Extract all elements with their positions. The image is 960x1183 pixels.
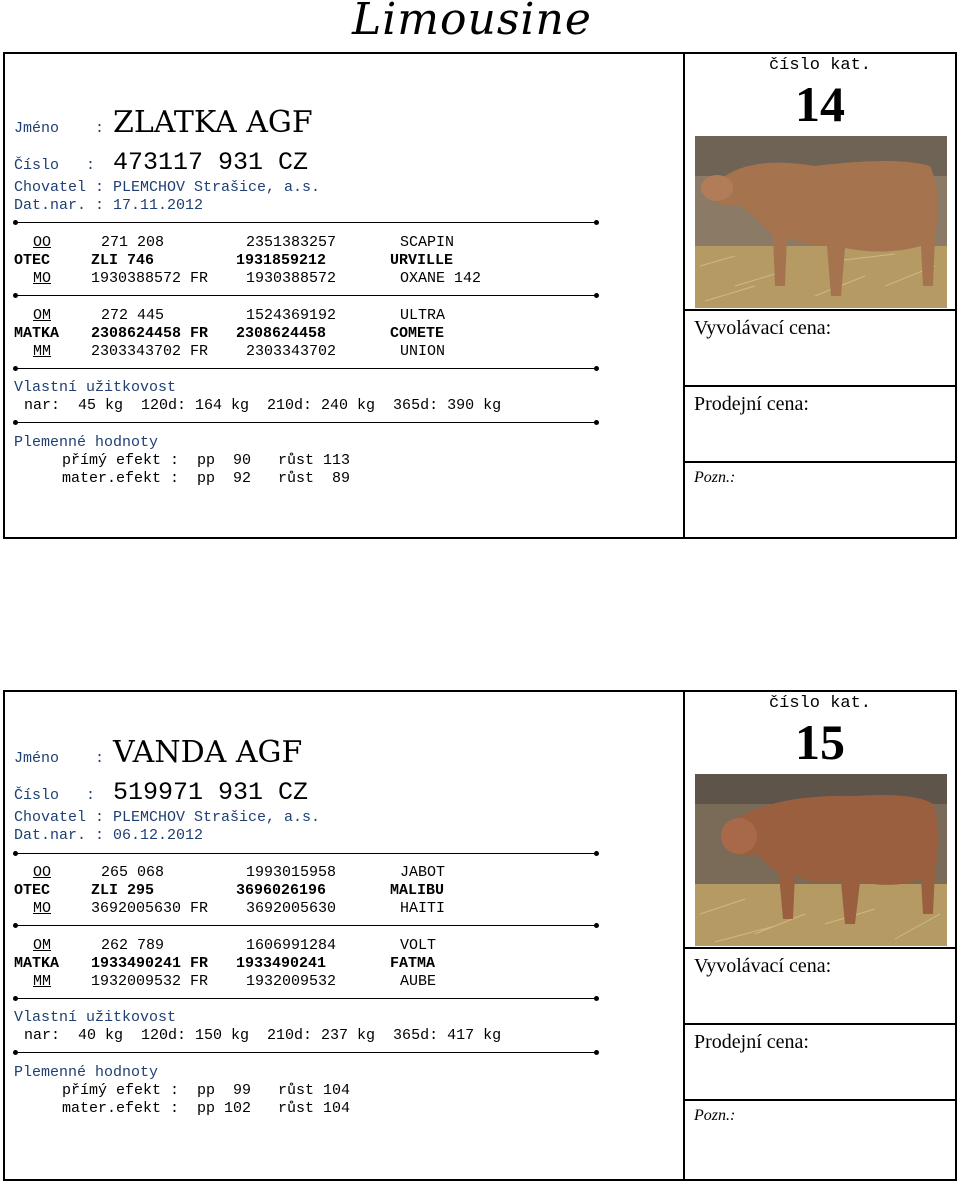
pedigree-mo-label: MO (33, 900, 52, 917)
pedigree-mm-label: MM (33, 343, 52, 360)
page-title: Limousine (352, 0, 592, 45)
separator (15, 1052, 597, 1053)
selling-price-label: Prodejní cena: (694, 1031, 809, 1053)
pedigree-oo-id: 265 068 (101, 864, 165, 881)
animal-number: 519971 931 CZ (113, 778, 309, 807)
starting-price-label: Vyvolávací cena: (694, 955, 832, 977)
pedigree-mo-name: HAITI (400, 900, 446, 917)
catalog-panel (685, 54, 955, 537)
pedigree-matka-id: 1933490241 FR (91, 955, 209, 972)
direct-effect: přímý efekt : pp 90 růst 113 (62, 452, 351, 469)
performance-values: nar: 45 kg 120d: 164 kg 210d: 240 kg 365d: 390 kg (24, 397, 502, 414)
catalog-label: číslo kat. (768, 56, 872, 75)
selling-price-field (685, 385, 957, 463)
direct-effect: přímý efekt : pp 99 růst 104 (62, 1082, 351, 1099)
animal-card-14 (3, 52, 957, 539)
pedigree-matka-name: COMETE (390, 325, 445, 342)
selling-price-field (685, 1023, 957, 1101)
pedigree-mo-id: 3692005630 FR (91, 900, 209, 917)
number-row (14, 148, 308, 178)
pedigree-otec-number: 1931859212 (236, 252, 327, 269)
separator (15, 222, 597, 223)
pedigree-otec-label: OTEC (14, 882, 51, 899)
catalog-label: číslo kat. (768, 694, 872, 713)
pedigree-otec-name: MALIBU (390, 882, 445, 899)
pedigree-mo-name: OXANE 142 (400, 270, 482, 287)
pedigree-matka-number: 1933490241 (236, 955, 327, 972)
separator (15, 998, 597, 999)
separator (15, 295, 597, 296)
breeding-values-title: Plemenné hodnoty (14, 434, 159, 451)
pedigree-matka-name: FATMA (390, 955, 436, 972)
catalog-panel (685, 692, 955, 1179)
note-label: Pozn.: (694, 469, 736, 486)
animal-info-panel (5, 692, 685, 1179)
pedigree-mm-id: 1932009532 FR (91, 973, 209, 990)
pedigree-matka-id: 2308624458 FR (91, 325, 209, 342)
pedigree-oo-label: OO (33, 864, 52, 881)
pedigree-mm-number: 1932009532 (246, 973, 337, 990)
pedigree-om-label: OM (33, 937, 52, 954)
pedigree-mm-number: 2303343702 (246, 343, 337, 360)
performance-values: nar: 40 kg 120d: 150 kg 210d: 237 kg 365d: 417 kg (24, 1027, 502, 1044)
animal-name: VANDA AGF (113, 735, 303, 770)
pedigree-mo-number: 3692005630 (246, 900, 337, 917)
pedigree-oo-name: JABOT (400, 864, 446, 881)
pedigree-om-name: VOLT (400, 937, 437, 954)
number-label: Číslo : (14, 787, 114, 804)
pedigree-otec-id: ZLI 295 (91, 882, 155, 899)
animal-number: 473117 931 CZ (113, 148, 309, 177)
separator (15, 422, 597, 423)
pedigree-mm-name: AUBE (400, 973, 437, 990)
pedigree-mm-name: UNION (400, 343, 446, 360)
pedigree-otec-name: URVILLE (390, 252, 454, 269)
pedigree-mo-number: 1930388572 (246, 270, 337, 287)
pedigree-matka-number: 2308624458 (236, 325, 327, 342)
pedigree-om-number: 1606991284 (246, 937, 337, 954)
animal-photo (695, 774, 947, 946)
note-label: Pozn.: (694, 1107, 736, 1124)
pedigree-oo-number: 1993015958 (246, 864, 337, 881)
separator (15, 853, 597, 854)
catalog-number: 15 (795, 714, 845, 770)
catalog-number: 14 (795, 76, 845, 132)
name-label: Jméno : (14, 750, 114, 767)
pedigree-om-label: OM (33, 307, 52, 324)
pedigree-otec-number: 3696026196 (236, 882, 327, 899)
pedigree-otec-id: ZLI 746 (91, 252, 155, 269)
pedigree-om-id: 262 789 (101, 937, 165, 954)
starting-price-field (685, 947, 957, 1025)
birth-date: Dat.nar. : 06.12.2012 (14, 827, 204, 844)
starting-price-label: Vyvolávací cena: (694, 317, 832, 339)
note-field (685, 461, 957, 537)
name-label: Jméno : (14, 120, 114, 137)
animal-name: ZLATKA AGF (113, 105, 313, 140)
pedigree-mo-label: MO (33, 270, 52, 287)
pedigree-om-number: 1524369192 (246, 307, 337, 324)
name-row (14, 735, 303, 770)
name-row (14, 105, 313, 140)
birth-date: Dat.nar. : 17.11.2012 (14, 197, 204, 214)
animal-photo (695, 136, 947, 308)
selling-price-label: Prodejní cena: (694, 393, 809, 415)
pedigree-oo-number: 2351383257 (246, 234, 337, 251)
pedigree-om-id: 272 445 (101, 307, 165, 324)
pedigree-oo-name: SCAPIN (400, 234, 455, 251)
performance-title: Vlastní užitkovost (14, 1009, 177, 1026)
breeder: Chovatel : PLEMCHOV Strašice, a.s. (14, 809, 321, 826)
pedigree-matka-label: MATKA (14, 325, 60, 342)
breeding-values-title: Plemenné hodnoty (14, 1064, 159, 1081)
pedigree-mo-id: 1930388572 FR (91, 270, 209, 287)
pedigree-oo-label: OO (33, 234, 52, 251)
separator (15, 368, 597, 369)
animal-info-panel (5, 54, 685, 537)
separator (15, 925, 597, 926)
starting-price-field (685, 309, 957, 387)
pedigree-mm-label: MM (33, 973, 52, 990)
number-label: Číslo : (14, 157, 114, 174)
pedigree-om-name: ULTRA (400, 307, 446, 324)
breeder: Chovatel : PLEMCHOV Strašice, a.s. (14, 179, 321, 196)
number-row (14, 778, 308, 808)
maternal-effect: mater.efekt : pp 92 růst 89 (62, 470, 351, 487)
pedigree-oo-id: 271 208 (101, 234, 165, 251)
note-field (685, 1099, 957, 1179)
maternal-effect: mater.efekt : pp 102 růst 104 (62, 1100, 351, 1117)
pedigree-mm-id: 2303343702 FR (91, 343, 209, 360)
pedigree-matka-label: MATKA (14, 955, 60, 972)
performance-title: Vlastní užitkovost (14, 379, 177, 396)
animal-card-15 (3, 690, 957, 1181)
pedigree-otec-label: OTEC (14, 252, 51, 269)
